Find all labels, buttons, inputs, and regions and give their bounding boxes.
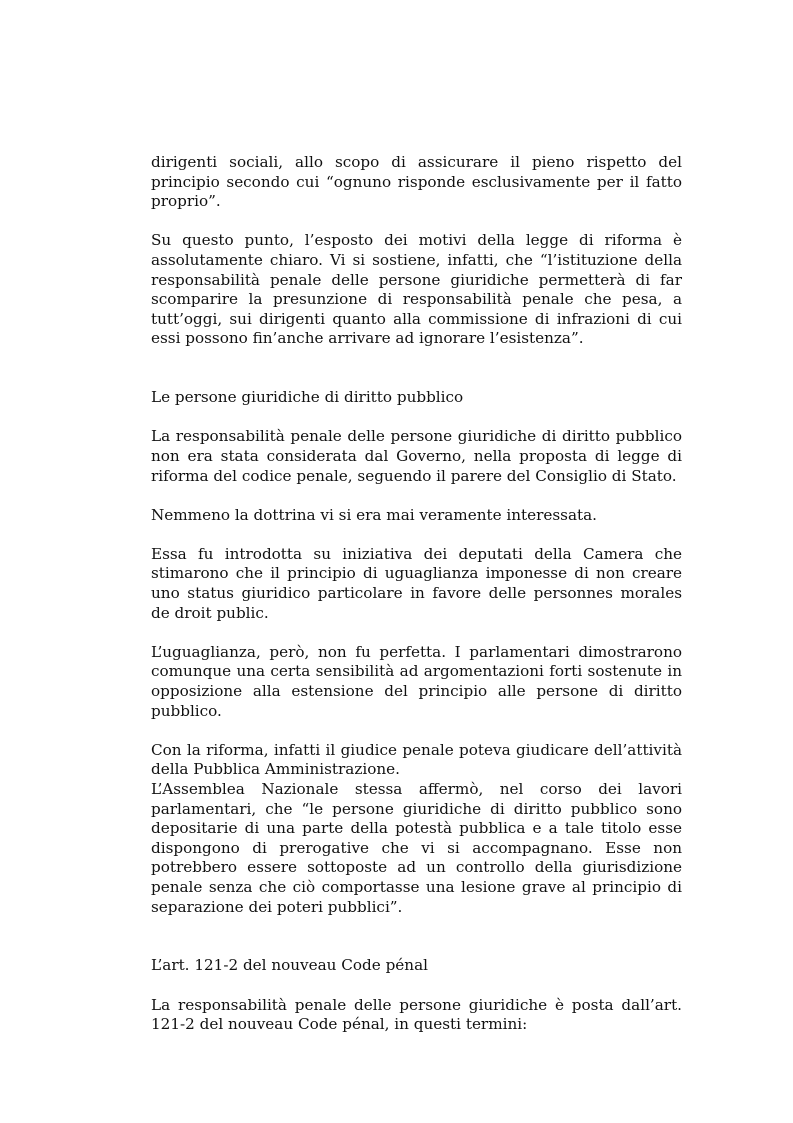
- paragraph-dirigenti: dirigenti sociali, allo scopo di assicurare il pieno rispetto del principio secondo cui “ognuno risponde esclusivamente per il fatto proprio”.: [151, 153, 682, 211]
- paragraph-art-121-2: La responsabilità penale delle persone giuridiche è posta dall’art. 121-2 del nouveau Code pénal, in questi termini:: [151, 995, 682, 1034]
- paragraph-esposto-motivi: Su questo punto, l’esposto dei motivi della legge di riforma è assolutamente chiaro. Vi si sostiene, infatti, che “l’istituzione della responsabilità penale delle persone giuridiche permetterà di far scomparire la presunzione di responsabilità penale che pesa, a tutt’oggi, sui dirigenti quanto alla commissione di infrazioni di cui essi possono fin’anche arrivare ad ignorare l’esistenza”.: [151, 231, 682, 348]
- paragraph-riforma-giudice: Con la riforma, infatti il giudice penale poteva giudicare dell’attività della Pubblica Amministrazione.: [151, 740, 682, 779]
- section-heading-art-121-2: L’art. 121-2 del nouveau Code pénal: [151, 956, 428, 975]
- spacer: [151, 937, 682, 957]
- paragraph-uguaglianza: L’uguaglianza, però, non fu perfetta. I parlamentari dimostrarono comunque una certa sensibilità ad argomentazioni forti sostenute in opposizione alla estensione del principio alle persone di diritto pubblico.: [151, 642, 682, 720]
- spacer: [151, 369, 682, 389]
- paragraph-assemblea-nazionale: L’Assemblea Nazionale stessa affermò, nel corso dei lavori parlamentari, che “le persone giuridiche di diritto pubblico sono depositarie di una parte della potestà pubblica e a tale titolo esse dispongono di prerogative che vi si accompagnano. Esse non potrebbero essere sottoposte ad un controllo della giurisdizione penale senza che ciò comportasse una lesione grave al principio di separazione dei poteri pubblici”.: [151, 780, 682, 916]
- section-heading-diritto-pubblico: Le persone giuridiche di diritto pubblico: [151, 388, 464, 407]
- paragraph-dottrina: Nemmeno la dottrina vi si era mai veramente interessata.: [151, 505, 598, 524]
- paragraph-iniziativa-deputati: Essa fu introdotta su iniziativa dei deputati della Camera che stimarono che il principio di uguaglianza imponesse di non creare uno status giuridico particolare in favore delle personnes morales de droit public.: [151, 544, 682, 622]
- document-page: [151, 153, 682, 1054]
- paragraph-responsabilita-pubblico: La responsabilità penale delle persone giuridiche di diritto pubblico non era stata considerata dal Governo, nella proposta di legge di riforma del codice penale, seguendo il parere del Consiglio di Stato.: [151, 427, 682, 485]
